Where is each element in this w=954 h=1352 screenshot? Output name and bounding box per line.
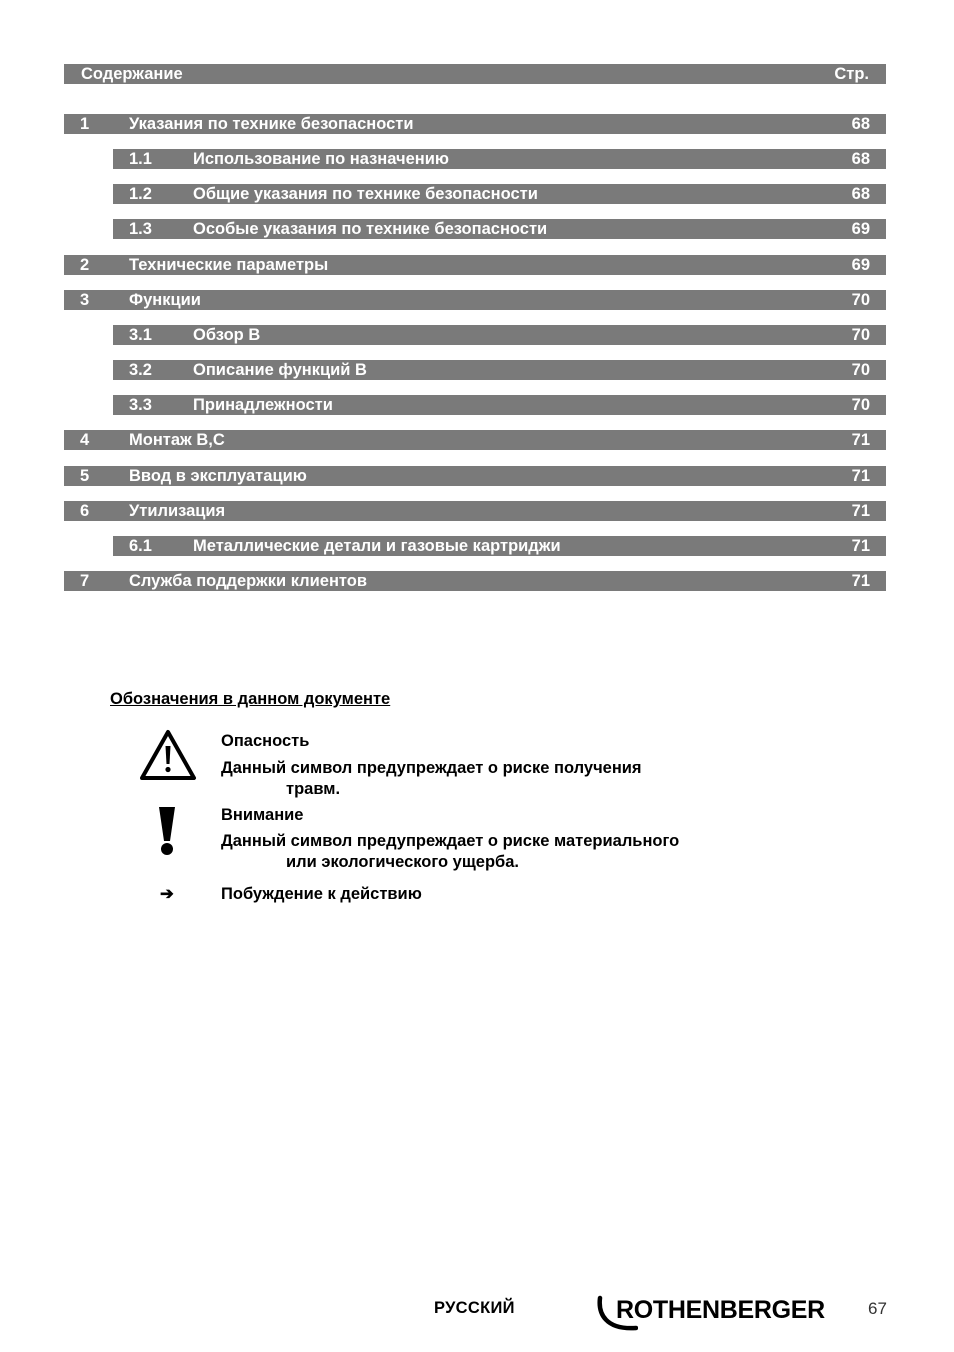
toc-entry-number: 4	[80, 431, 90, 449]
toc-entry-number: 3.1	[129, 326, 152, 344]
danger-text	[221, 731, 642, 800]
action-label: Побуждение к действию	[221, 885, 422, 903]
toc-entry-number: 5	[80, 467, 90, 485]
toc-entry-page: 71	[851, 467, 870, 485]
toc-entry-number: 1.1	[129, 150, 152, 168]
toc-entry-number: 3	[80, 291, 90, 309]
toc-entry-title: Служба поддержки клиентов	[129, 572, 368, 590]
toc-entry	[64, 571, 886, 591]
toc-entry	[113, 536, 886, 556]
toc-entry-page: 68	[851, 150, 870, 168]
toc-entry-number: 1.3	[129, 220, 152, 238]
footer-language: РУССКИЙ	[434, 1299, 515, 1317]
toc-entry-title: Указания по технике безопасности	[129, 115, 414, 133]
toc-entry-title: Монтаж B,C	[129, 431, 225, 449]
attention-label: Внимание	[221, 806, 304, 824]
toc-entry-title: Использование по назначению	[193, 150, 449, 168]
toc-entry-title: Принадлежности	[193, 396, 333, 414]
toc-entry-page: 71	[851, 502, 870, 520]
toc-entry-page: 68	[851, 185, 870, 203]
toc-entry-number: 1	[80, 115, 90, 133]
toc-entry	[113, 219, 886, 239]
toc-entry-title: Функции	[129, 291, 201, 309]
toc-entry-title: Особые указания по технике безопасности	[193, 220, 548, 238]
toc-entry	[113, 184, 886, 204]
warning-triangle-icon	[139, 729, 197, 781]
toc-entry-page: 71	[851, 537, 870, 555]
toc-entry-title: Утилизация	[129, 502, 226, 520]
danger-label: Опасность	[221, 732, 310, 750]
toc-entry	[64, 290, 886, 310]
toc-entry-page: 70	[851, 291, 870, 309]
toc-entry-number: 1.2	[129, 185, 152, 203]
toc-entry-title: Ввод в эксплуатацию	[129, 467, 307, 485]
toc-entry	[113, 149, 886, 169]
toc-entry-page: 69	[851, 256, 870, 274]
toc-entry-page: 70	[851, 361, 870, 379]
toc-entry-title: Обзор B	[193, 326, 261, 344]
toc-entry-page: 68	[851, 115, 870, 133]
toc-entry-title: Технические параметры	[129, 256, 329, 274]
toc-header-title: Содержание	[81, 65, 183, 83]
attention-description: Данный символ предупреждает о риске материального	[221, 832, 680, 850]
toc-entry-page: 70	[851, 326, 870, 344]
toc-entry	[113, 360, 886, 380]
toc-header	[64, 64, 886, 84]
toc-entry-number: 2	[80, 256, 90, 274]
attention-text	[221, 805, 679, 873]
toc-entry-title: Общие указания по технике безопасности	[193, 185, 538, 203]
toc-entry-number: 3.3	[129, 396, 152, 414]
toc-entry-page: 69	[851, 220, 870, 238]
toc-entry-number: 3.2	[129, 361, 152, 379]
brand-logo	[594, 1292, 834, 1334]
toc-entry-number: 7	[80, 572, 90, 590]
brand-name: ROTHENBERGER	[616, 1296, 825, 1324]
danger-description: Данный символ предупреждает о риске получения	[221, 759, 642, 777]
attention-description-continued: или экологического ущерба.	[286, 853, 519, 871]
toc-entry-number: 6	[80, 502, 90, 520]
toc-entry-page: 70	[851, 396, 870, 414]
arrow-right-icon: ➔	[160, 885, 174, 903]
page-number: 67	[868, 1299, 887, 1318]
toc-entry	[64, 255, 886, 275]
toc-entry-page: 71	[851, 572, 870, 590]
toc-entry-page: 71	[851, 431, 870, 449]
toc-entry	[64, 501, 886, 521]
danger-description-continued: травм.	[286, 780, 341, 798]
toc-entry	[64, 430, 886, 450]
toc-entry	[64, 466, 886, 486]
toc-entry-number: 6.1	[129, 537, 152, 555]
toc-entry	[64, 114, 886, 134]
toc-entry-title: Описание функций B	[193, 361, 367, 379]
toc-header-page-label: Стр.	[834, 65, 869, 83]
toc-entry	[113, 325, 886, 345]
toc-entry-title: Металлические детали и газовые картриджи	[193, 537, 561, 555]
legend-title: Обозначения в данном документе	[110, 690, 391, 708]
toc-entry	[113, 395, 886, 415]
exclamation-icon	[155, 805, 179, 857]
